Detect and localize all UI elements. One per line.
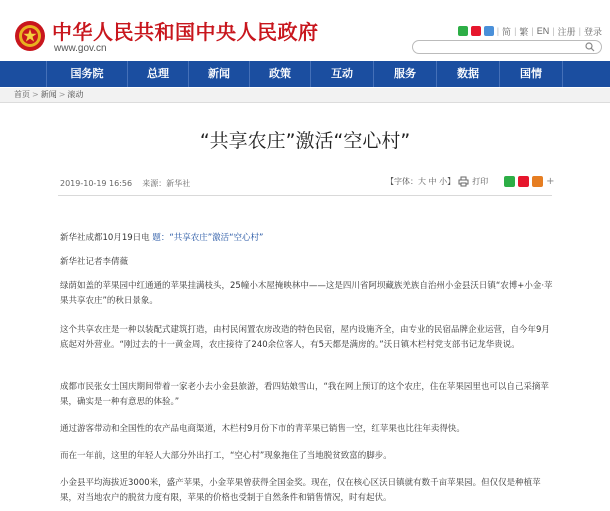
more-share-icon[interactable]: + xyxy=(546,176,555,187)
nav-item-data[interactable]: 数据 xyxy=(437,61,500,87)
top-links: | 简 | 繁 | EN | 注册 | 登录 xyxy=(458,24,602,38)
font-size-control[interactable]: 【字体：大 中 小】 xyxy=(386,177,456,186)
article-date: 2019-10-19 16:56 xyxy=(60,179,133,188)
login-link[interactable]: 登录 xyxy=(583,26,602,37)
search-icon[interactable] xyxy=(585,42,595,52)
article-tools xyxy=(386,176,554,187)
weibo-share-icon[interactable] xyxy=(518,176,529,187)
body-paragraph: 通过游客带动和全国性的农产品电商渠道，木栏村9月份下市的青苹果已销售一空，红苹果也比往年卖得快。 xyxy=(60,424,465,434)
reporter-paragraph: 新华社记者李倩薇 xyxy=(60,257,129,267)
nav-item-national-info[interactable]: 国情 xyxy=(500,61,563,87)
nav-item-news[interactable]: 新闻 xyxy=(189,61,250,87)
dateline: 新华社成都10月19日电 xyxy=(60,233,150,243)
nav-item-state-council[interactable]: 国务院 xyxy=(46,61,128,87)
body-paragraph: 这个共享农庄是一种以装配式建筑打造，由村民闲置农房改造的特色民宿，屋内设施齐全，由专业的民宿品牌企业运营，自今年9月底起对外营业。“刚过去的十一黄金周，农庄接待了240余位客人，有5天都是满房的。”沃日镇木栏村党支部书记龙华贵说。 xyxy=(60,325,550,350)
nav-item-premier[interactable]: 总理 xyxy=(128,61,189,87)
weibo-icon[interactable] xyxy=(471,26,481,36)
wechat-icon[interactable] xyxy=(458,26,468,36)
breadcrumb-home[interactable]: 首页 xyxy=(14,90,30,99)
site-header xyxy=(0,0,610,60)
printer-icon[interactable] xyxy=(458,176,469,187)
body-paragraph: 小金县平均海拔近3000米，盛产苹果，小金苹果曾获得全国金奖。现在，仅在核心区沃日镇就有数千亩苹果园。但仅仅是种植苹果，对当地农户的脱贫力度有限，苹果的价格也受制于自然条件和销售情况，时有起伏。 xyxy=(60,478,541,503)
site-url: www.gov.cn xyxy=(54,43,107,54)
breadcrumb-news[interactable]: 新闻 xyxy=(40,90,57,99)
print-link[interactable]: 打印 xyxy=(472,177,489,186)
english-link[interactable]: EN xyxy=(536,26,550,36)
body-paragraph: 绿荫如盖的苹果园中红通通的苹果挂满枝头，25幢小木屋掩映林中——这是四川省阿坝藏族羌族自治州小金县沃日镇“农博+小金·苹果共享农庄”的秋日景象。 xyxy=(60,281,553,306)
body-paragraph: 成都市民张女士国庆期间带着一家老小去小金县旅游，看四姑娘雪山，“我在网上预订的这个农庄，住在苹果园里也可以自己采摘苹果，确实是一种有意思的体验。” xyxy=(60,382,549,407)
main-nav xyxy=(0,61,610,87)
wechat-share-icon[interactable] xyxy=(504,176,515,187)
traditional-link[interactable]: 繁 xyxy=(519,26,529,37)
national-emblem-icon xyxy=(14,20,46,52)
article-source: 来源：新华社 xyxy=(142,179,191,188)
article-title: “共享农庄”激活“空心村” xyxy=(199,130,411,152)
divider xyxy=(58,195,552,196)
qzone-share-icon[interactable] xyxy=(532,176,543,187)
nav-item-policy[interactable]: 政策 xyxy=(250,61,311,87)
simplified-link[interactable]: 简 xyxy=(502,26,512,37)
dateline-paragraph xyxy=(60,231,554,246)
site-title[interactable]: 中华人民共和国中央人民政府 xyxy=(52,20,319,44)
search-input[interactable] xyxy=(412,40,602,54)
body-paragraph: 而在一年前，这里的年轻人大部分外出打工，“空心村”现象拖住了当地脱贫致富的脚步。 xyxy=(60,451,392,461)
breadcrumb-bar xyxy=(0,88,610,103)
breadcrumb: 首页 > 新闻 > 滚动 xyxy=(14,90,84,99)
register-link[interactable]: 注册 xyxy=(557,26,576,37)
mobile-icon[interactable] xyxy=(484,26,494,36)
article-meta xyxy=(60,178,190,189)
breadcrumb-rolling[interactable]: 滚动 xyxy=(67,90,84,99)
headline-link[interactable]: 题：“共享农庄”激活“空心村” xyxy=(152,233,264,243)
nav-item-interaction[interactable]: 互动 xyxy=(311,61,374,87)
nav-item-services[interactable]: 服务 xyxy=(374,61,437,87)
